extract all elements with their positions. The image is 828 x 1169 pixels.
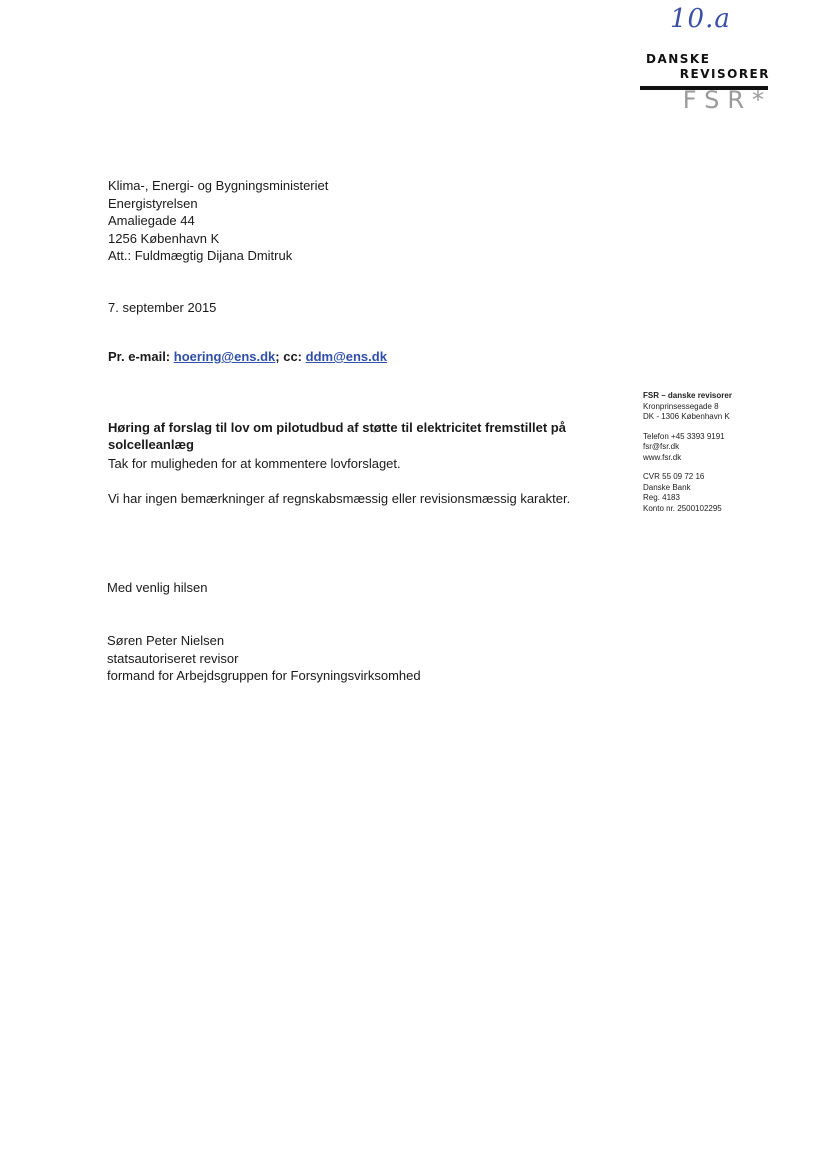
sender-account: Konto nr. 2500102295 — [643, 503, 722, 513]
signature-name: Søren Peter Nielsen — [107, 633, 225, 648]
fsr-logo — [640, 52, 772, 112]
logo-text-revisorer: REVISORER — [679, 67, 770, 81]
body-paragraph-1: Tak for muligheden for at kommentere lovforslaget. — [108, 456, 401, 471]
email-link-ddm[interactable]: ddm@ens.dk — [305, 349, 387, 364]
letter-subject: Høring af forslag til lov om pilotudbud af støtte til elektricitet fremstillet på solcelleanlæg — [108, 420, 566, 452]
logo-text-danske: DANSKE — [646, 52, 711, 66]
sender-info-sidebar — [643, 391, 763, 514]
email-prefix: Pr. e-mail: — [108, 349, 174, 364]
body-paragraph-2: Vi har ingen bemærkninger af regnskabsmæssig eller revisionsmæssig karakter. — [108, 491, 571, 506]
recipient-street: Amaliegade 44 — [108, 213, 195, 228]
signature-role: formand for Arbejdsgruppen for Forsyningsvirksomhed — [107, 668, 421, 683]
sender-city: DK - 1306 København K — [643, 412, 730, 421]
letter-date: 7. september 2015 — [108, 300, 217, 315]
email-separator: ; cc: — [275, 349, 306, 364]
sender-email: fsr@fsr.dk — [643, 442, 680, 451]
recipient-ministry: Klima-, Energi- og Bygningsministeriet — [108, 178, 329, 193]
sender-reg: Reg. 4183 — [643, 493, 680, 502]
logo-mark-fsr: FSR* — [682, 86, 772, 114]
signature-block — [107, 632, 421, 685]
email-link-hoering[interactable]: hoering@ens.dk — [173, 349, 276, 364]
sender-street: Kronprinsessegade 8 — [643, 401, 719, 411]
recipient-city: 1256 København K — [108, 230, 220, 246]
sender-cvr: CVR 55 09 72 16 — [643, 472, 705, 481]
sender-web: www.fsr.dk — [643, 452, 682, 462]
handwritten-annotation: 10.a — [670, 4, 731, 34]
recipient-address — [108, 177, 328, 265]
closing-greeting: Med venlig hilsen — [107, 580, 208, 595]
email-line — [108, 349, 387, 364]
recipient-agency: Energistyrelsen — [108, 195, 198, 211]
sender-phone: Telefon +45 3393 9191 — [643, 431, 725, 441]
signature-title: statsautoriseret revisor — [107, 650, 239, 666]
recipient-attention: Att.: Fuldmægtig Dijana Dmitruk — [108, 248, 293, 263]
sender-bank: Danske Bank — [643, 482, 691, 492]
sender-org: FSR – danske revisorer — [643, 391, 732, 400]
